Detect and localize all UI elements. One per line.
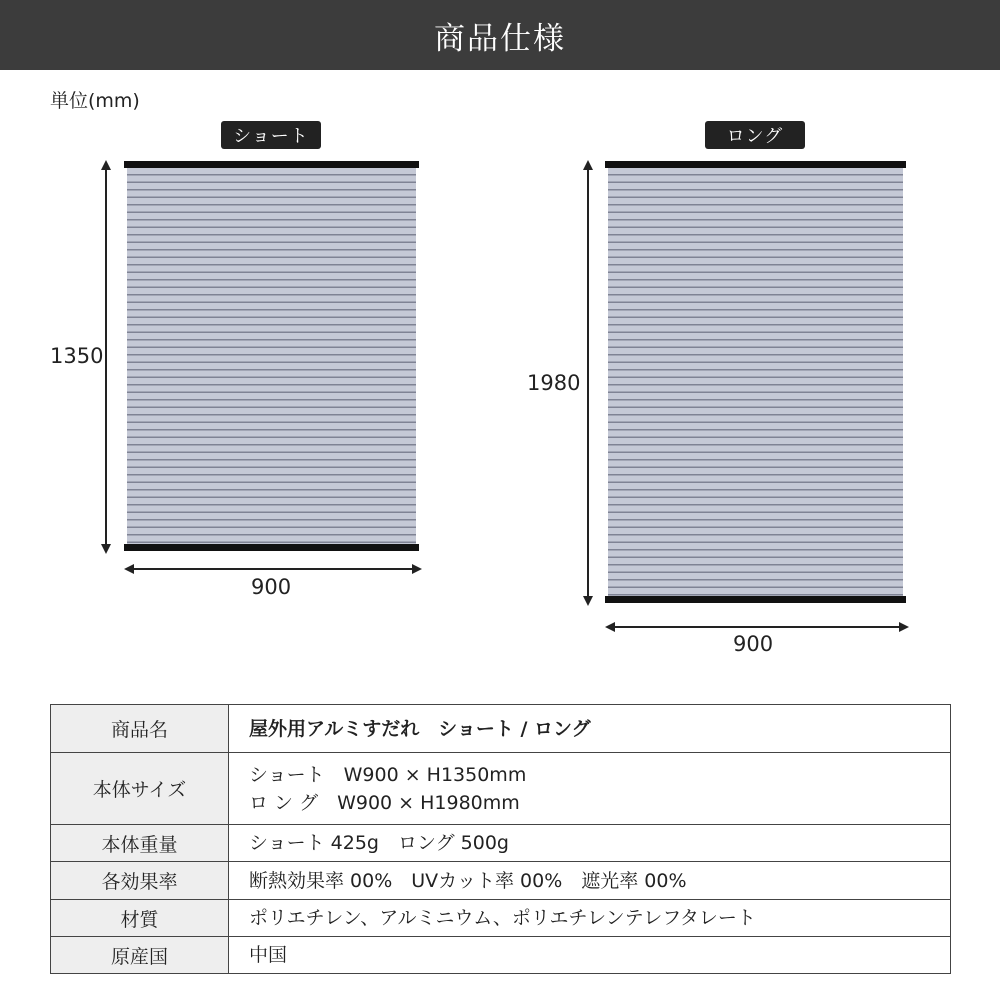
table-row <box>51 825 951 862</box>
short-label: ショート <box>221 121 321 149</box>
value-line: ロ ン グ W900 × H1980mm <box>249 791 520 814</box>
value-line: ショート 425g ロング 500g <box>249 832 509 854</box>
long-top-rail <box>605 161 906 168</box>
row-key: 本体重量 <box>51 825 229 862</box>
header-bar <box>0 0 1000 70</box>
short-width-label: 900 <box>251 575 292 599</box>
table-row <box>51 937 951 974</box>
row-key: 商品名 <box>51 705 229 753</box>
short-height-label: 1350 <box>50 344 104 368</box>
long-width-label: 900 <box>733 632 774 656</box>
table-row <box>51 753 951 825</box>
short-top-rail <box>124 161 419 168</box>
row-key: 原産国 <box>51 937 229 974</box>
table-row <box>51 705 951 753</box>
value-line: 断熱効果率 00% UVカット率 00% 遮光率 00% <box>249 869 687 892</box>
value-line: ショート W900 × H1350mm <box>249 763 527 786</box>
row-value <box>229 705 951 753</box>
row-value <box>229 900 951 937</box>
row-value <box>229 753 951 825</box>
value-line: ポリエチレン、アルミニウム、ポリエチレンテレフタレート <box>249 907 756 929</box>
long-height-label: 1980 <box>527 371 581 395</box>
short-bottom-rail <box>124 544 419 551</box>
long-slats <box>608 168 903 596</box>
row-key: 材質 <box>51 900 229 937</box>
long-label: ロング <box>705 121 805 149</box>
unit-note: 単位(mm) <box>50 90 140 112</box>
row-value <box>229 862 951 900</box>
value-line: 中国 <box>249 944 288 966</box>
page-title: 商品仕様 <box>434 20 566 57</box>
short-slats <box>127 168 416 544</box>
row-key: 本体サイズ <box>51 753 229 825</box>
value-line: 屋外用アルミすだれ ショート / ロング <box>249 717 591 740</box>
row-value <box>229 825 951 862</box>
short-blind-illustration <box>124 161 419 551</box>
table-row <box>51 900 951 937</box>
row-value <box>229 937 951 974</box>
spec-table <box>50 704 951 974</box>
long-blind-illustration <box>605 161 906 603</box>
row-key: 各効果率 <box>51 862 229 900</box>
long-height-dimension-line <box>578 160 598 606</box>
table-row <box>51 862 951 900</box>
long-bottom-rail <box>605 596 906 603</box>
